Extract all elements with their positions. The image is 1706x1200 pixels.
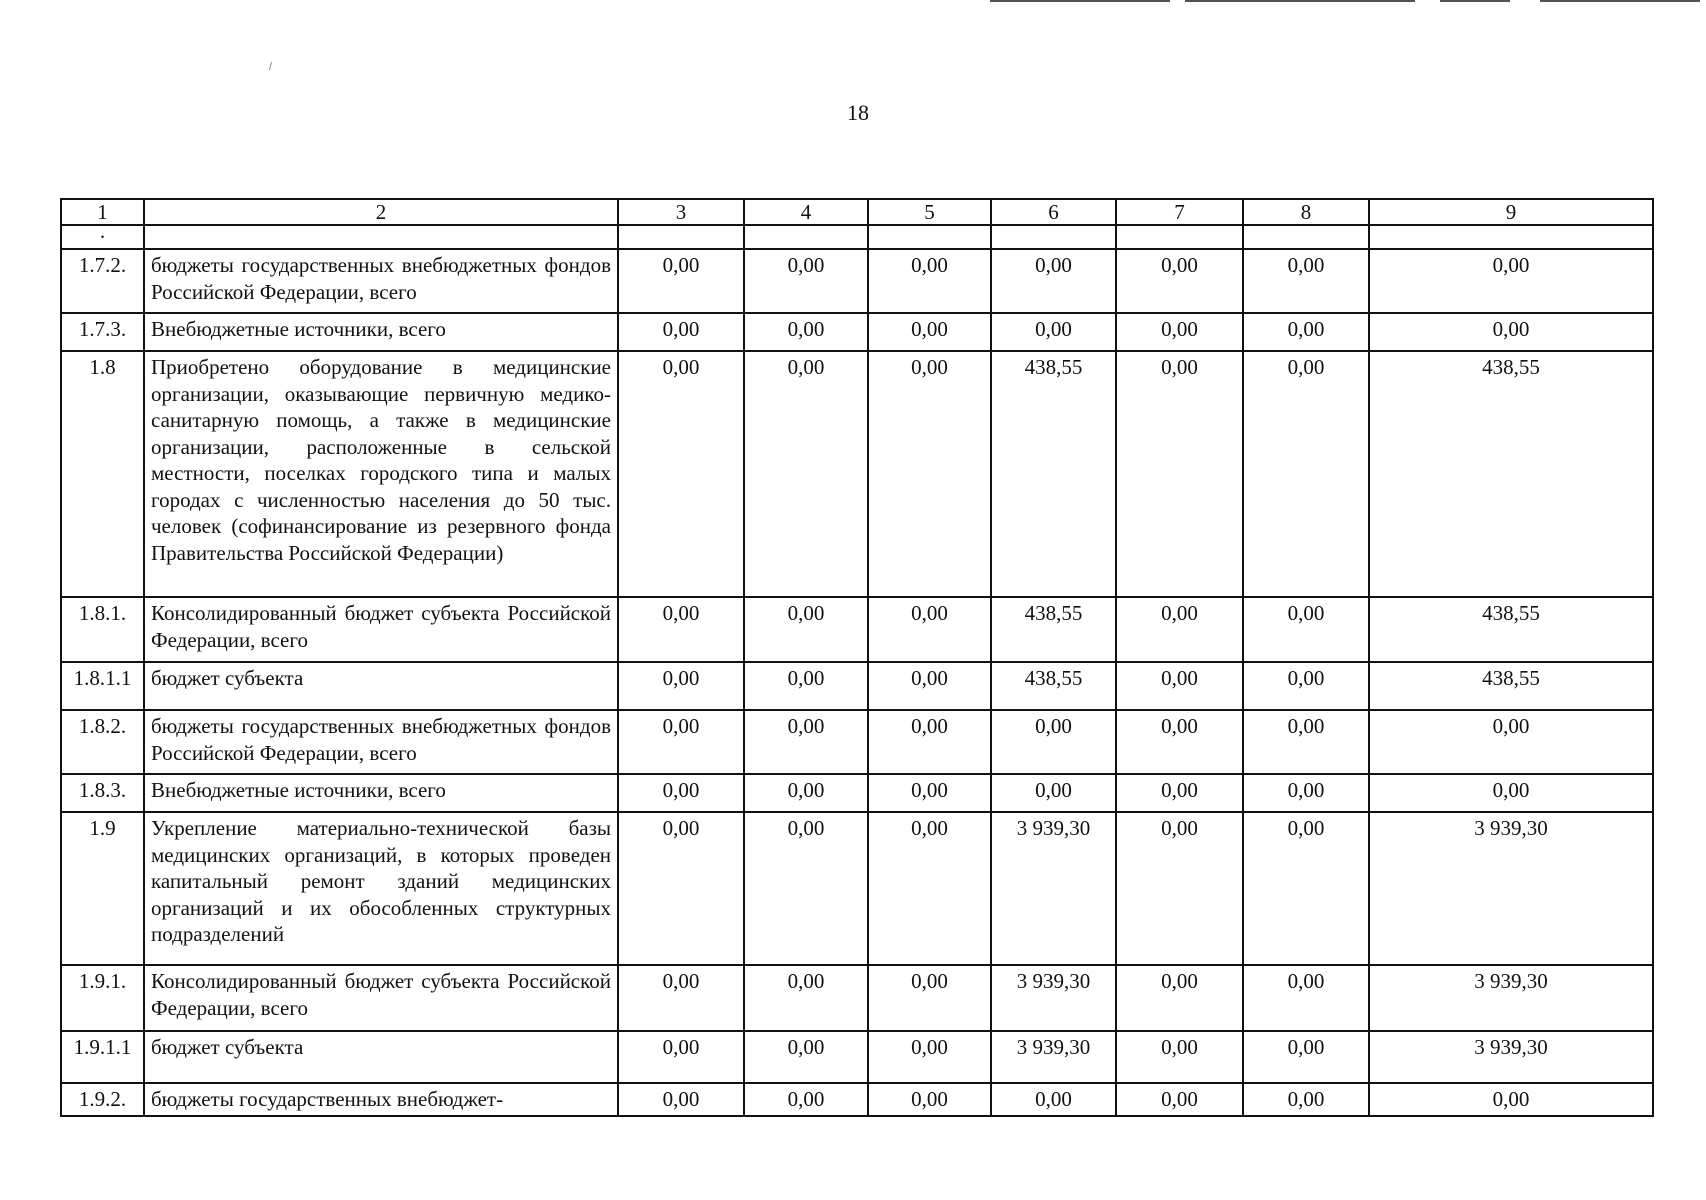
value-cell: 0,00 (618, 597, 744, 662)
column-number: 3 (618, 199, 744, 225)
row-number: 1.9.1.1 (61, 1031, 144, 1083)
value-cell: 0,00 (618, 812, 744, 965)
value-cell: 0,00 (1116, 597, 1243, 662)
value-cell: 438,55 (1369, 597, 1653, 662)
value-cell: 0,00 (618, 1083, 744, 1116)
value-cell: 0,00 (1243, 1031, 1369, 1083)
value-cell: 0,00 (744, 1083, 868, 1116)
value-cell: 0,00 (744, 710, 868, 774)
empty-cell (1116, 225, 1243, 249)
table-row (61, 774, 1653, 812)
budget-table (60, 198, 1654, 1117)
column-number: 8 (1243, 199, 1369, 225)
empty-cell (868, 225, 991, 249)
column-number: 5 (868, 199, 991, 225)
value-cell: 0,00 (1243, 249, 1369, 313)
value-cell: 0,00 (618, 965, 744, 1031)
value-cell: 0,00 (1243, 351, 1369, 597)
scan-speck (269, 62, 272, 70)
value-cell: 0,00 (618, 1031, 744, 1083)
value-cell: 3 939,30 (991, 1031, 1116, 1083)
row-number: 1.8.1. (61, 597, 144, 662)
value-cell: 0,00 (868, 710, 991, 774)
value-cell: 438,55 (991, 351, 1116, 597)
table-row (61, 812, 1653, 965)
row-description: Приобретено оборудование в медицинские организации, оказывающие первичную медико-санитарную помощь, а также в медицинские организации, расположенные в сельской местности, поселках городского типа и малых городах с численностью населения до 50 тыс. человек (софинансирование из резервного фонда Правительства Российской Федерации) (144, 351, 618, 597)
value-cell: 0,00 (618, 774, 744, 812)
empty-cell: . (61, 225, 144, 249)
empty-cell (1369, 225, 1653, 249)
column-number: 7 (1116, 199, 1243, 225)
column-number: 4 (744, 199, 868, 225)
row-description: бюджет субъекта (144, 662, 618, 710)
table-row (61, 597, 1653, 662)
value-cell: 0,00 (1369, 710, 1653, 774)
scan-edge-line (1185, 0, 1415, 2)
value-cell: 0,00 (618, 351, 744, 597)
row-description: Внебюджетные источники, всего (144, 313, 618, 351)
value-cell: 0,00 (1116, 1083, 1243, 1116)
value-cell: 0,00 (1243, 662, 1369, 710)
value-cell: 3 939,30 (1369, 812, 1653, 965)
value-cell: 3 939,30 (991, 965, 1116, 1031)
table-row (61, 313, 1653, 351)
value-cell: 0,00 (1243, 597, 1369, 662)
value-cell: 0,00 (868, 662, 991, 710)
value-cell: 0,00 (618, 662, 744, 710)
value-cell: 0,00 (1243, 812, 1369, 965)
empty-cell (144, 225, 618, 249)
value-cell: 0,00 (1116, 1031, 1243, 1083)
value-cell: 0,00 (868, 1083, 991, 1116)
value-cell: 0,00 (1116, 812, 1243, 965)
value-cell: 0,00 (1116, 710, 1243, 774)
value-cell: 0,00 (868, 249, 991, 313)
value-cell: 438,55 (991, 597, 1116, 662)
row-number: 1.8 (61, 351, 144, 597)
value-cell: 0,00 (1369, 1083, 1653, 1116)
value-cell: 0,00 (868, 965, 991, 1031)
row-number: 1.9.1. (61, 965, 144, 1031)
value-cell: 0,00 (991, 1083, 1116, 1116)
empty-cell (744, 225, 868, 249)
value-cell: 0,00 (618, 249, 744, 313)
value-cell: 0,00 (868, 1031, 991, 1083)
row-description: бюджеты государственных внебюджет- (144, 1083, 618, 1116)
table-row (61, 1031, 1653, 1083)
value-cell: 0,00 (868, 597, 991, 662)
value-cell: 0,00 (868, 351, 991, 597)
value-cell: 0,00 (744, 965, 868, 1031)
value-cell: 0,00 (744, 812, 868, 965)
value-cell: 0,00 (744, 351, 868, 597)
scan-edge-line (990, 0, 1170, 2)
column-number: 1 (61, 199, 144, 225)
row-number: 1.8.2. (61, 710, 144, 774)
row-description: Внебюджетные источники, всего (144, 774, 618, 812)
value-cell: 0,00 (1243, 1083, 1369, 1116)
page-number: 18 (847, 100, 869, 125)
table-row (61, 965, 1653, 1031)
value-cell: 0,00 (991, 774, 1116, 812)
value-cell: 438,55 (1369, 351, 1653, 597)
row-description: бюджеты государственных внебюджетных фондов Российской Федерации, всего (144, 710, 618, 774)
value-cell: 0,00 (868, 774, 991, 812)
value-cell: 0,00 (618, 313, 744, 351)
column-number: 2 (144, 199, 618, 225)
value-cell: 0,00 (1116, 662, 1243, 710)
value-cell: 0,00 (744, 249, 868, 313)
value-cell: 0,00 (1116, 313, 1243, 351)
column-number: 9 (1369, 199, 1653, 225)
row-number: 1.8.1.1 (61, 662, 144, 710)
value-cell: 0,00 (1116, 249, 1243, 313)
value-cell: 0,00 (991, 249, 1116, 313)
value-cell: 0,00 (1116, 774, 1243, 812)
empty-cell (618, 225, 744, 249)
value-cell: 0,00 (1369, 774, 1653, 812)
table-row (61, 249, 1653, 313)
column-number-header-row (61, 199, 1653, 225)
row-number: 1.7.3. (61, 313, 144, 351)
spacer-row (61, 225, 1653, 249)
empty-cell (991, 225, 1116, 249)
value-cell: 0,00 (1369, 313, 1653, 351)
value-cell: 0,00 (744, 774, 868, 812)
row-description: Консолидированный бюджет субъекта Российской Федерации, всего (144, 597, 618, 662)
value-cell: 0,00 (1116, 351, 1243, 597)
value-cell: 0,00 (1243, 710, 1369, 774)
value-cell: 3 939,30 (991, 812, 1116, 965)
value-cell: 0,00 (1243, 774, 1369, 812)
value-cell: 0,00 (618, 710, 744, 774)
value-cell: 3 939,30 (1369, 965, 1653, 1031)
value-cell: 0,00 (1369, 249, 1653, 313)
row-number: 1.7.2. (61, 249, 144, 313)
value-cell: 438,55 (991, 662, 1116, 710)
value-cell: 0,00 (1243, 313, 1369, 351)
row-number: 1.8.3. (61, 774, 144, 812)
table-row (61, 1083, 1653, 1116)
value-cell: 0,00 (744, 597, 868, 662)
value-cell: 0,00 (1243, 965, 1369, 1031)
value-cell: 0,00 (868, 313, 991, 351)
empty-cell (1243, 225, 1369, 249)
value-cell: 0,00 (744, 1031, 868, 1083)
value-cell: 0,00 (991, 313, 1116, 351)
value-cell: 0,00 (1116, 965, 1243, 1031)
value-cell: 0,00 (868, 812, 991, 965)
table-row (61, 351, 1653, 597)
value-cell: 438,55 (1369, 662, 1653, 710)
value-cell: 3 939,30 (1369, 1031, 1653, 1083)
scan-edge-line (1540, 0, 1700, 2)
value-cell: 0,00 (744, 313, 868, 351)
row-description: Консолидированный бюджет субъекта Российской Федерации, всего (144, 965, 618, 1031)
row-description: бюджет субъекта (144, 1031, 618, 1083)
value-cell: 0,00 (744, 662, 868, 710)
scan-edge-line (1440, 0, 1510, 2)
table-row (61, 710, 1653, 774)
table-row (61, 662, 1653, 710)
value-cell: 0,00 (991, 710, 1116, 774)
column-number: 6 (991, 199, 1116, 225)
row-description: бюджеты государственных внебюджетных фондов Российской Федерации, всего (144, 249, 618, 313)
row-number: 1.9.2. (61, 1083, 144, 1116)
row-description: Укрепление материально-технической базы медицинских организаций, в которых проведен капитальный ремонт зданий медицинских организаций и их обособленных структурных подразделений (144, 812, 618, 965)
row-number: 1.9 (61, 812, 144, 965)
